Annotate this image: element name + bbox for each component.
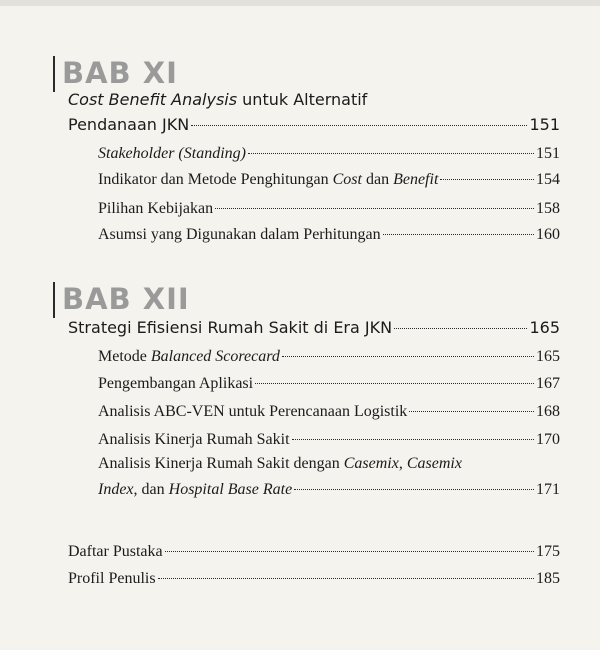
chapter-marker-bar — [53, 282, 55, 318]
entry-title: Indikator dan Metode Penghitungan Cost dan Benefit — [98, 171, 439, 188]
entry-title: Profil Penulis — [68, 570, 156, 587]
page-number: 167 — [536, 375, 560, 392]
entry-title: Daftar Pustaka — [68, 543, 163, 560]
dot-leader — [294, 489, 534, 490]
page-number: 160 — [536, 226, 560, 243]
entry-title: Asumsi yang Digunakan dalam Perhitungan — [98, 226, 381, 243]
backmatter-entry[interactable] — [68, 570, 560, 588]
chapter-11-heading: BAB XI — [62, 56, 178, 90]
dot-leader — [255, 383, 534, 384]
page-number: 170 — [536, 431, 560, 448]
toc-entry[interactable] — [98, 403, 560, 421]
chapter-11-title-entry[interactable]: Pendanaan JKN 151 — [68, 115, 560, 134]
page-number: 151 — [529, 115, 560, 134]
chapter-12-title-entry[interactable]: Strategi Efisiensi Rumah Sakit di Era JKN 165 — [68, 318, 560, 337]
page-number: 175 — [536, 543, 560, 560]
chapter-12-last-item-entry[interactable]: Index, dan Hospital Base Rate 171 — [98, 481, 560, 498]
toc-entry[interactable] — [98, 145, 560, 163]
dot-leader — [383, 234, 534, 235]
dot-leader — [191, 125, 527, 126]
page-number: 165 — [529, 318, 560, 337]
toc-entry[interactable] — [98, 431, 560, 449]
entry-title: Analisis Kinerja Rumah Sakit — [98, 431, 290, 448]
dot-leader — [165, 551, 534, 552]
entry-title: Pilihan Kebijakan — [98, 200, 214, 217]
backmatter-entry[interactable] — [68, 543, 560, 561]
toc-entry[interactable] — [98, 200, 560, 218]
page-number: 168 — [536, 403, 560, 420]
dot-leader — [394, 328, 527, 329]
page-number: 171 — [536, 481, 560, 498]
toc-entry[interactable] — [98, 226, 560, 244]
toc-entry[interactable] — [98, 375, 560, 393]
chapter-12-last-item-line1: Analisis Kinerja Rumah Sakit dengan Casemix, Casemix — [98, 455, 462, 472]
page-number: 165 — [536, 348, 560, 365]
dot-leader — [440, 179, 534, 180]
entry-title: Analisis ABC-VEN untuk Perencanaan Logistik — [98, 403, 408, 420]
page-number: 151 — [536, 145, 560, 162]
dot-leader — [292, 439, 534, 440]
dot-leader — [409, 411, 534, 412]
entry-title: Pengembangan Aplikasi — [98, 375, 254, 392]
page-number: 185 — [536, 570, 560, 587]
dot-leader — [158, 578, 534, 579]
chapter-marker-bar — [53, 56, 55, 92]
dot-leader — [248, 153, 534, 154]
dot-leader — [282, 356, 534, 357]
top-edge — [0, 0, 600, 6]
chapter-11-title-line1: Cost Benefit Analysis untuk Alternatif — [68, 90, 368, 109]
page-number: 158 — [536, 200, 560, 217]
dot-leader — [215, 208, 534, 209]
page-number: 154 — [536, 171, 560, 188]
entry-title: Stakeholder (Standing) — [98, 145, 246, 162]
toc-entry[interactable] — [98, 348, 560, 366]
toc-entry[interactable] — [98, 171, 560, 189]
entry-title: Metode Balanced Scorecard — [98, 348, 280, 365]
chapter-12-heading: BAB XII — [62, 282, 190, 316]
